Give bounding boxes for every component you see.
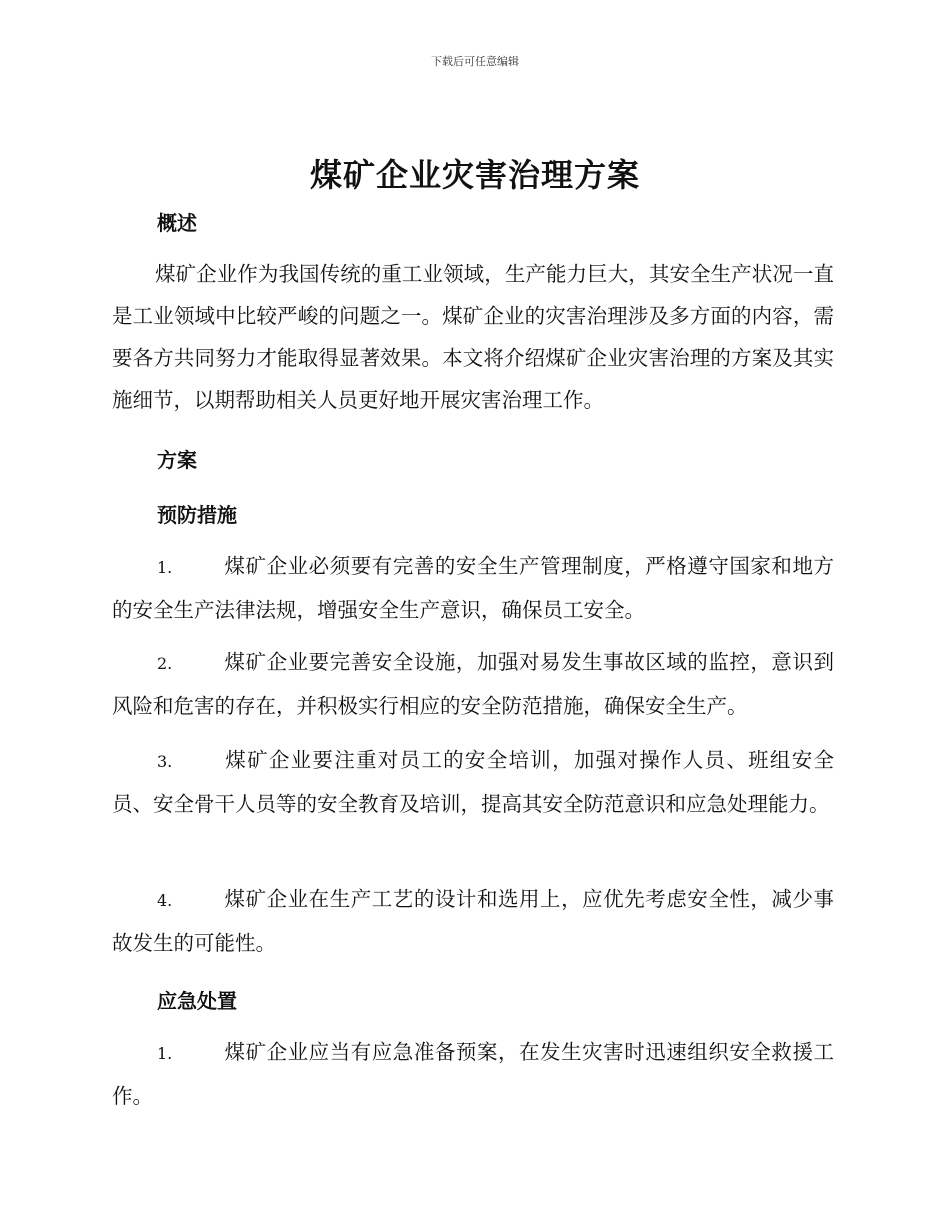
list-item-number: 1. [157, 558, 173, 577]
list-item-number: 3. [157, 752, 173, 771]
list-item [112, 739, 834, 825]
section-heading-emergency: 应急处置 [157, 989, 237, 1013]
section-heading-plan: 方案 [157, 448, 197, 472]
list-item-number: 4. [157, 891, 173, 910]
section-heading-overview: 概述 [157, 211, 197, 235]
list-item [112, 1031, 834, 1117]
list-item [112, 878, 834, 964]
list-item [112, 641, 834, 727]
list-item-number: 2. [157, 654, 173, 673]
list-item-text: 煤矿企业在生产工艺的设计和选用上，应优先考虑安全性，减少事故发生的可能性。 [112, 887, 834, 955]
overview-paragraph: 煤矿企业作为我国传统的重工业领域，生产能力巨大，其安全生产状况一直是工业领域中比较严峻的问题之一。煤矿企业的灾害治理涉及多方面的内容，需要各方共同努力才能取得显著效果。本文将介绍煤矿企业灾害治理的方案及其实施细节，以期帮助相关人员更好地开展灾害治理工作。 [112, 262, 834, 412]
list-item-text: 煤矿企业要注重对员工的安全培训，加强对操作人员、班组安全员、安全骨干人员等的安全教育及培训，提高其安全防范意识和应急处理能力。 [112, 748, 834, 816]
section-heading-prevention: 预防措施 [157, 503, 237, 527]
list-item [112, 545, 834, 631]
document-title: 煤矿企业灾害治理方案 [309, 156, 640, 194]
list-item-text: 煤矿企业必须要有完善的安全生产管理制度，严格遵守国家和地方的安全生产法律法规，增强安全生产意识，确保员工安全。 [112, 554, 834, 622]
list-item-number: 1. [157, 1044, 173, 1063]
page-header-note: 下载后可任意编辑 [431, 55, 519, 68]
list-item-text: 煤矿企业应当有应急准备预案，在发生灾害时迅速组织安全救援工作。 [112, 1040, 834, 1108]
list-item-text: 煤矿企业要完善安全设施，加强对易发生事故区域的监控，意识到风险和危害的存在，并积极实行相应的安全防范措施，确保安全生产。 [112, 650, 834, 718]
